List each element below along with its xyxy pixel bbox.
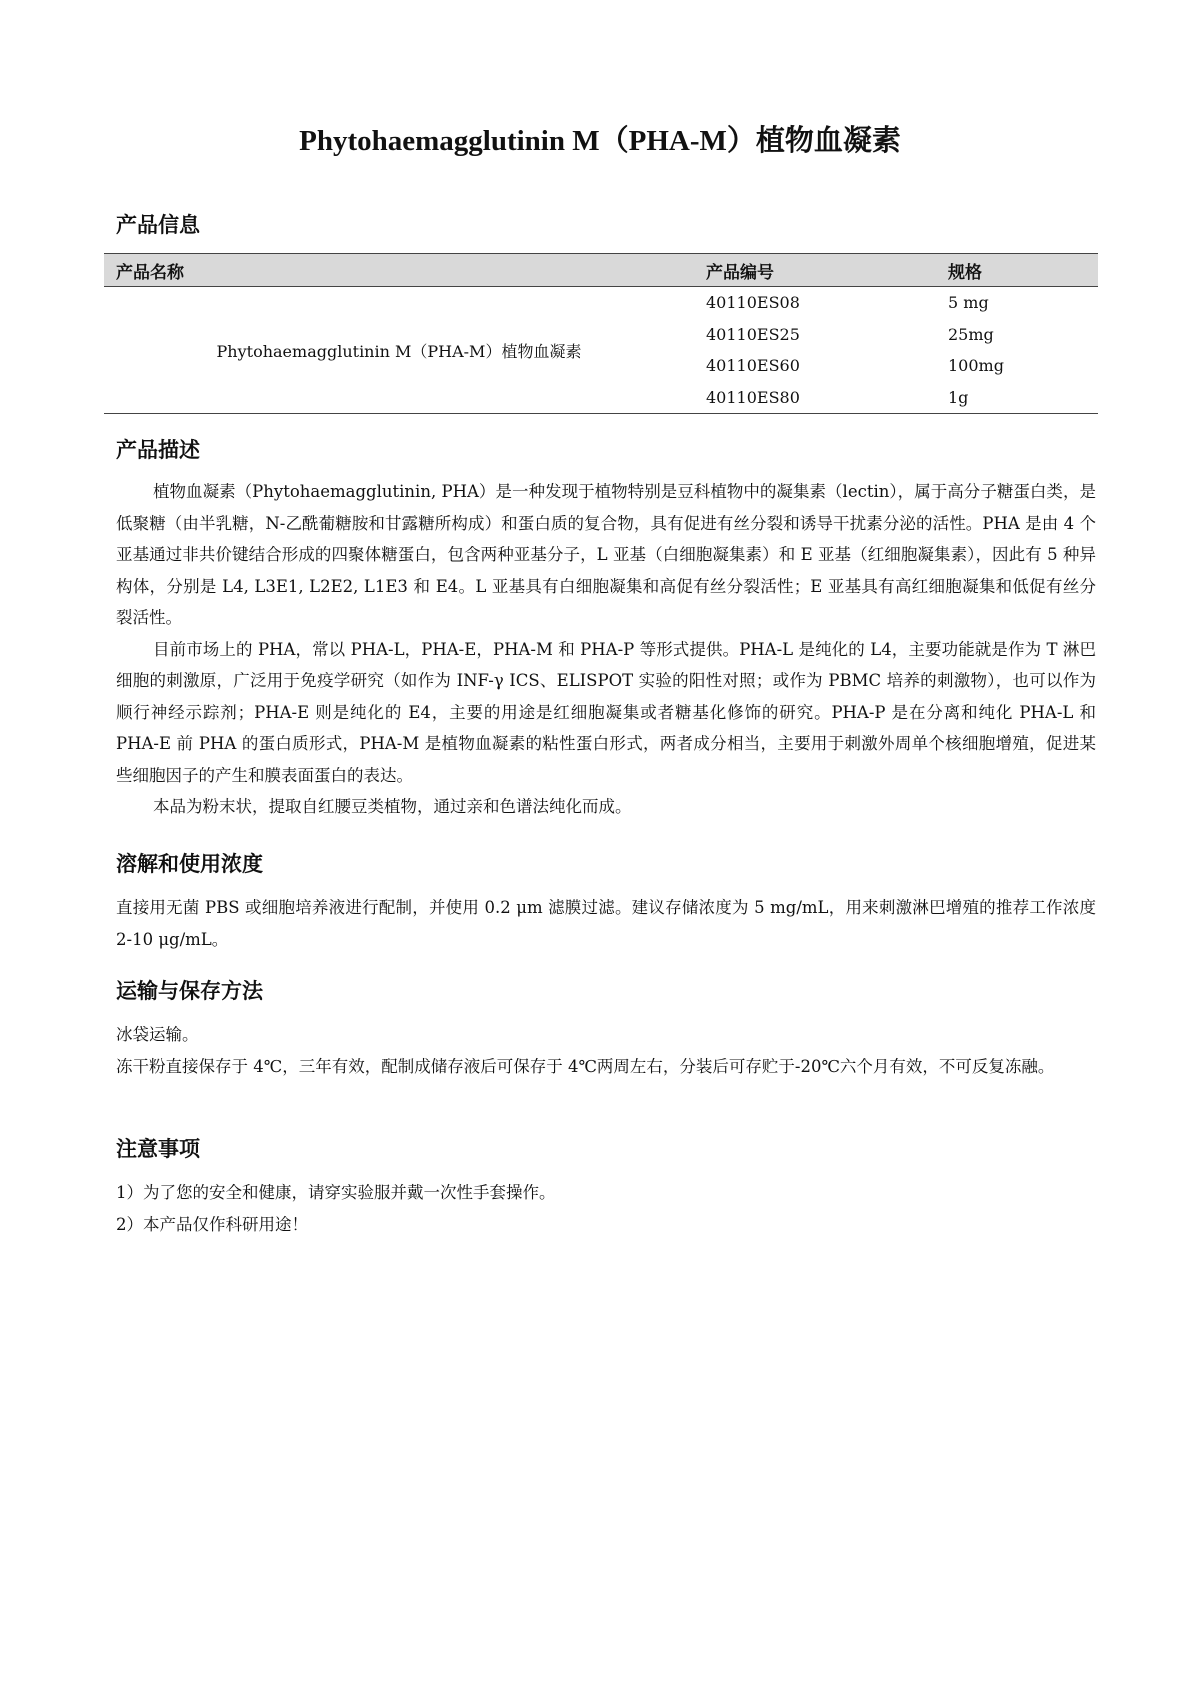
product-spec-cell: 25mg: [948, 324, 994, 344]
section-heading-info: 产品信息: [116, 212, 200, 237]
storage-paragraph-1: 冰袋运输。: [116, 1025, 199, 1044]
product-code-cell: 40110ES08: [706, 293, 800, 313]
section-heading-storage: 运输与保存方法: [116, 978, 263, 1003]
notes-text: [116, 1177, 1096, 1240]
description-paragraph-1: 植物血凝素（Phytohaemagglutinin, PHA）是一种发现于植物特别是豆科植物中的凝集素（lectin），属于高分子糖蛋白类，是低聚糖（由半乳糖，N-乙酰葡糖胺和甘露糖所构成）和蛋白质的复合物，具有促进有丝分裂和诱导干扰素分泌的活性。PHA 是由 4 个亚基通过非共价键结合形成的四聚体糖蛋白，包含两种亚基分子，L 亚基（白细胞凝集素）和 E 亚基（红细胞凝集素），因此有 5 种异构体，分别是 L4, L3E1, L2E2, L1E3 和 E4。L 亚基具有白细胞凝集和高促有丝分裂活性；E 亚基具有高红细胞凝集和低促有丝分裂活性。: [116, 482, 1096, 627]
header-name: 产品名称: [104, 254, 694, 287]
header-code: 产品编号: [694, 254, 936, 287]
description-paragraph-2: 目前市场上的 PHA，常以 PHA-L，PHA-E，PHA-M 和 PHA-P 等形式提供。PHA-L 是纯化的 L4，主要功能就是作为 T 淋巴细胞的刺激原，广泛用于免疫学研究（如作为 INF-γ ICS、ELISPOT 实验的阳性对照；或作为 PBMC 培养的刺激物），也可以作为顺行神经示踪剂；PHA-E 则是纯化的 E4，主要的用途是红细胞凝集或者糖基化修饰的研究。PHA-P 是在分离和纯化 PHA-L 和 PHA-E 前 PHA 的蛋白质形式，PHA-M 是植物血凝素的粘性蛋白形式，两者成分相当，主要用于刺激外周单个核细胞增殖，促进某些细胞因子的产生和膜表面蛋白的表达。: [116, 639, 1096, 785]
storage-text: [116, 1019, 1096, 1082]
product-spec-cell: 5 mg: [948, 293, 989, 313]
product-code-cell: 40110ES60: [706, 356, 800, 376]
note-item-1: 1）为了您的安全和健康，请穿实验服并戴一次性手套操作。: [116, 1183, 556, 1202]
table-header-row: [104, 254, 1098, 287]
document-title: Phytohaemagglutinin M（PHA-M）植物血凝素: [299, 125, 901, 157]
header-spec: 规格: [936, 254, 1098, 287]
dissolve-paragraph: 直接用无菌 PBS 或细胞培养液进行配制，并使用 0.2 μm 滤膜过滤。建议存储浓度为 5 mg/mL，用来刺激淋巴增殖的推荐工作浓度 2-10 μg/mL。: [116, 898, 1096, 949]
section-heading-dissolve: 溶解和使用浓度: [116, 851, 263, 876]
note-item-2: 2）本产品仅作科研用途！: [116, 1214, 308, 1234]
section-heading-description: 产品描述: [116, 437, 200, 462]
storage-paragraph-2: 冻干粉直接保存于 4℃，三年有效，配制成储存液后可保存于 4℃两周左右，分装后可存贮于-20℃六个月有效，不可反复冻融。: [116, 1056, 1055, 1076]
product-code-cell: 40110ES25: [706, 324, 800, 344]
product-spec-cell: 1g: [936, 382, 1098, 414]
dissolve-text: [116, 892, 1096, 955]
description-text: [116, 476, 1096, 823]
product-table: [104, 253, 1098, 414]
product-spec-cell: 100mg: [948, 356, 1004, 376]
product-name-cell: Phytohaemagglutinin M（PHA-M）植物血凝素: [104, 287, 694, 414]
product-code-cell: 40110ES80: [694, 382, 936, 414]
description-paragraph-3: 本品为粉末状，提取自红腰豆类植物，通过亲和色谱法纯化而成。: [153, 797, 632, 816]
section-heading-notes: 注意事项: [116, 1136, 200, 1161]
table-row: [104, 287, 1098, 319]
